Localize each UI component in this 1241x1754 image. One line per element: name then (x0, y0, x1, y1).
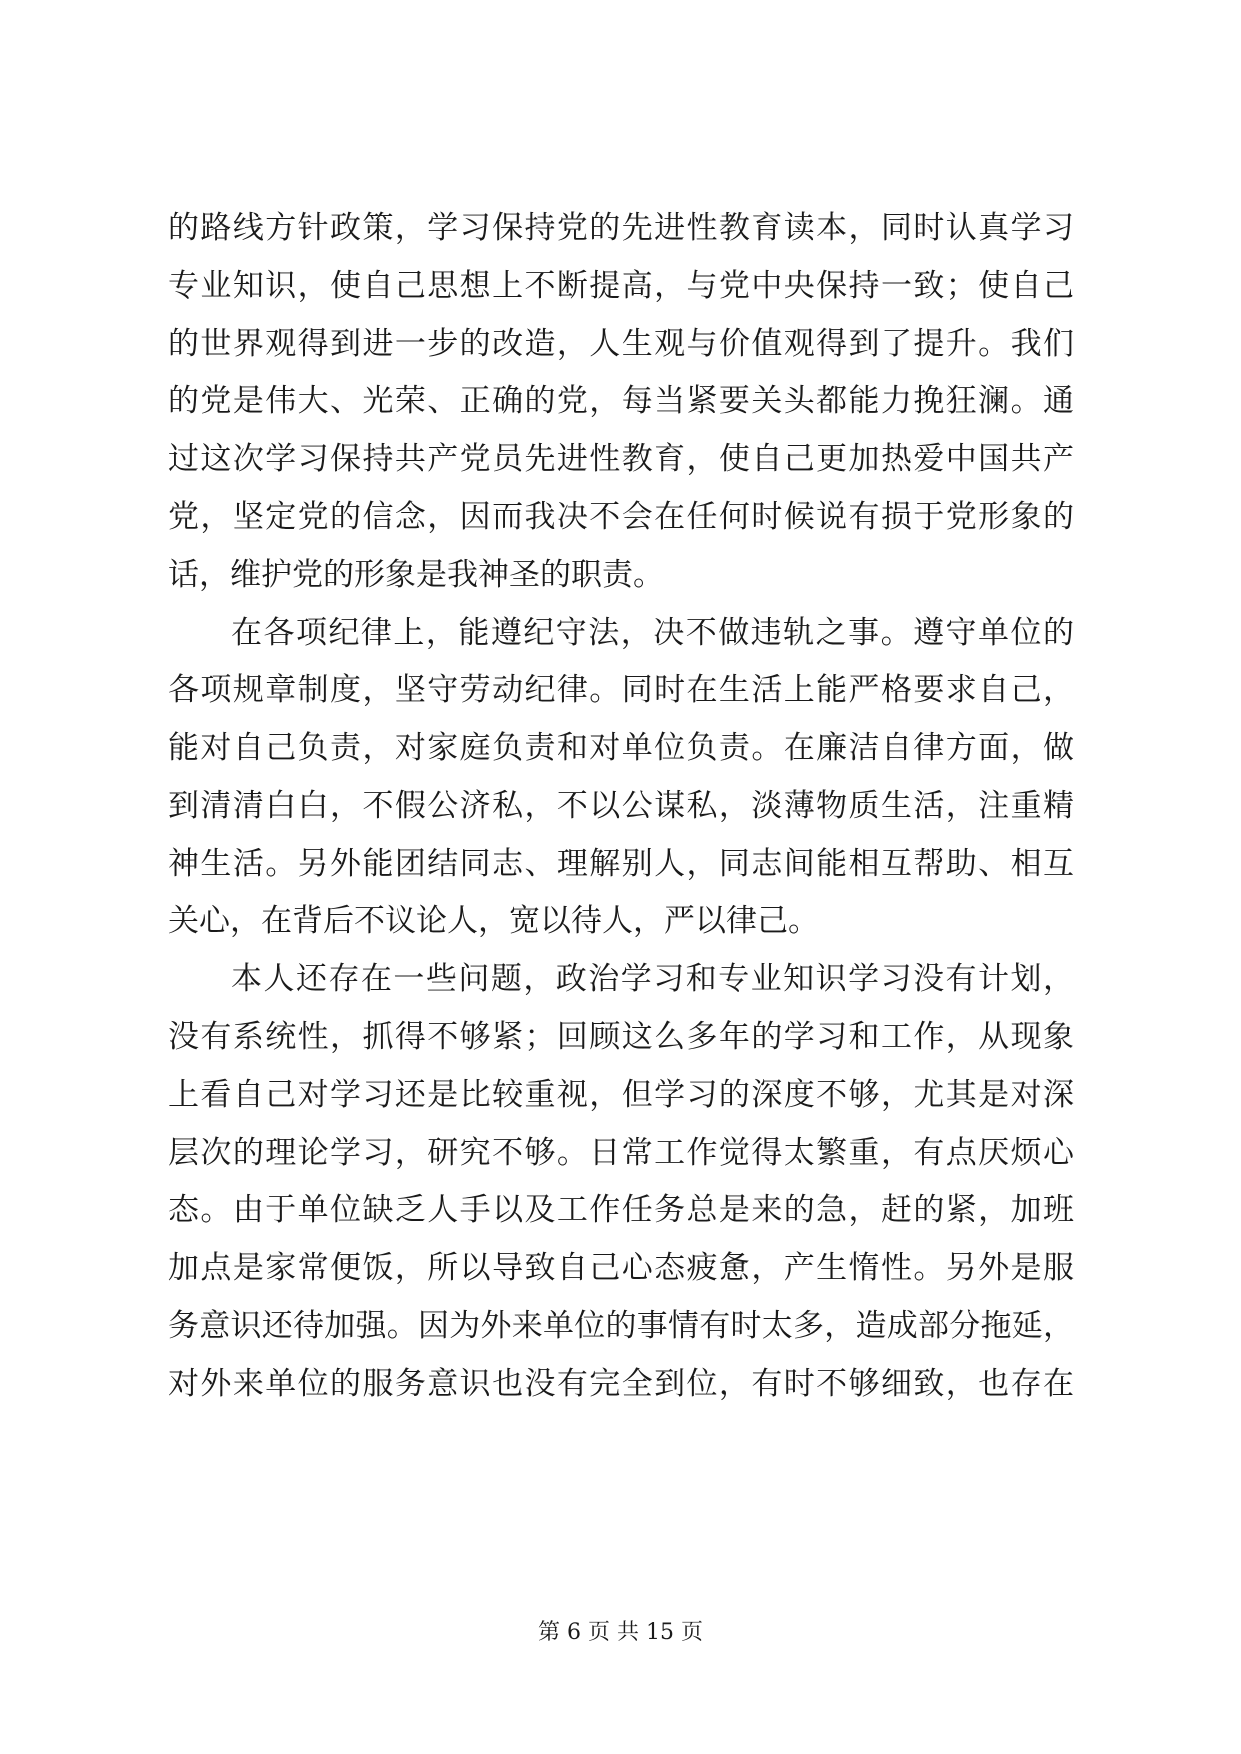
page-number-footer: 第 6 页 共 15 页 (538, 1620, 703, 1645)
text-line: 话，维护党的形象是我神圣的职责。 (168, 557, 664, 593)
text-line: 态。由于单位缺乏人手以及工作任务总是来的急，赶的紧，加班 (168, 1192, 1074, 1228)
text-line: 专业知识，使自己思想上不断提高，与党中央保持一致；使自己 (168, 268, 1074, 304)
text-line: 上看自己对学习还是比较重视，但学习的深度不够，尤其是对深 (168, 1077, 1074, 1113)
text-line: 务意识还待加强。因为外来单位的事情有时太多，造成部分拖延， (168, 1308, 1074, 1344)
text-line: 神生活。另外能团结同志、理解别人，同志间能相互帮助、相互 (168, 846, 1074, 882)
text-line: 的党是伟大、光荣、正确的党，每当紧要关头都能力挽狂澜。通 (168, 383, 1074, 419)
paragraph-first-line: 在各项纪律上，能遵纪守法，决不做违轨之事。遵守单位的 (231, 615, 1074, 651)
text-line: 党，坚定党的信念，因而我决不会在任何时候说有损于党形象的 (168, 499, 1074, 535)
text-line: 加点是家常便饭，所以导致自己心态疲惫，产生惰性。另外是服 (168, 1250, 1074, 1286)
text-line: 到清清白白，不假公济私，不以公谋私，淡薄物质生活，注重精 (168, 788, 1074, 824)
text-line: 没有系统性，抓得不够紧；回顾这么多年的学习和工作，从现象 (168, 1019, 1074, 1055)
text-line: 过这次学习保持共产党员先进性教育，使自己更加热爱中国共产 (168, 441, 1074, 477)
text-line: 对外来单位的服务意识也没有完全到位，有时不够细致，也存在 (168, 1366, 1074, 1402)
text-line: 层次的理论学习，研究不够。日常工作觉得太繁重，有点厌烦心 (168, 1135, 1074, 1171)
paragraph-first-line: 本人还存在一些问题，政治学习和专业知识学习没有计划， (231, 961, 1074, 997)
text-line: 各项规章制度，坚守劳动纪律。同时在生活上能严格要求自己， (168, 672, 1074, 708)
text-line: 能对自己负责，对家庭负责和对单位负责。在廉洁自律方面，做 (168, 730, 1074, 766)
text-line: 关心，在背后不议论人，宽以待人，严以律己。 (168, 903, 819, 939)
text-line: 的世界观得到进一步的改造，人生观与价值观得到了提升。我们 (168, 326, 1074, 362)
text-line: 的路线方针政策，学习保持党的先进性教育读本，同时认真学习 (168, 210, 1074, 246)
